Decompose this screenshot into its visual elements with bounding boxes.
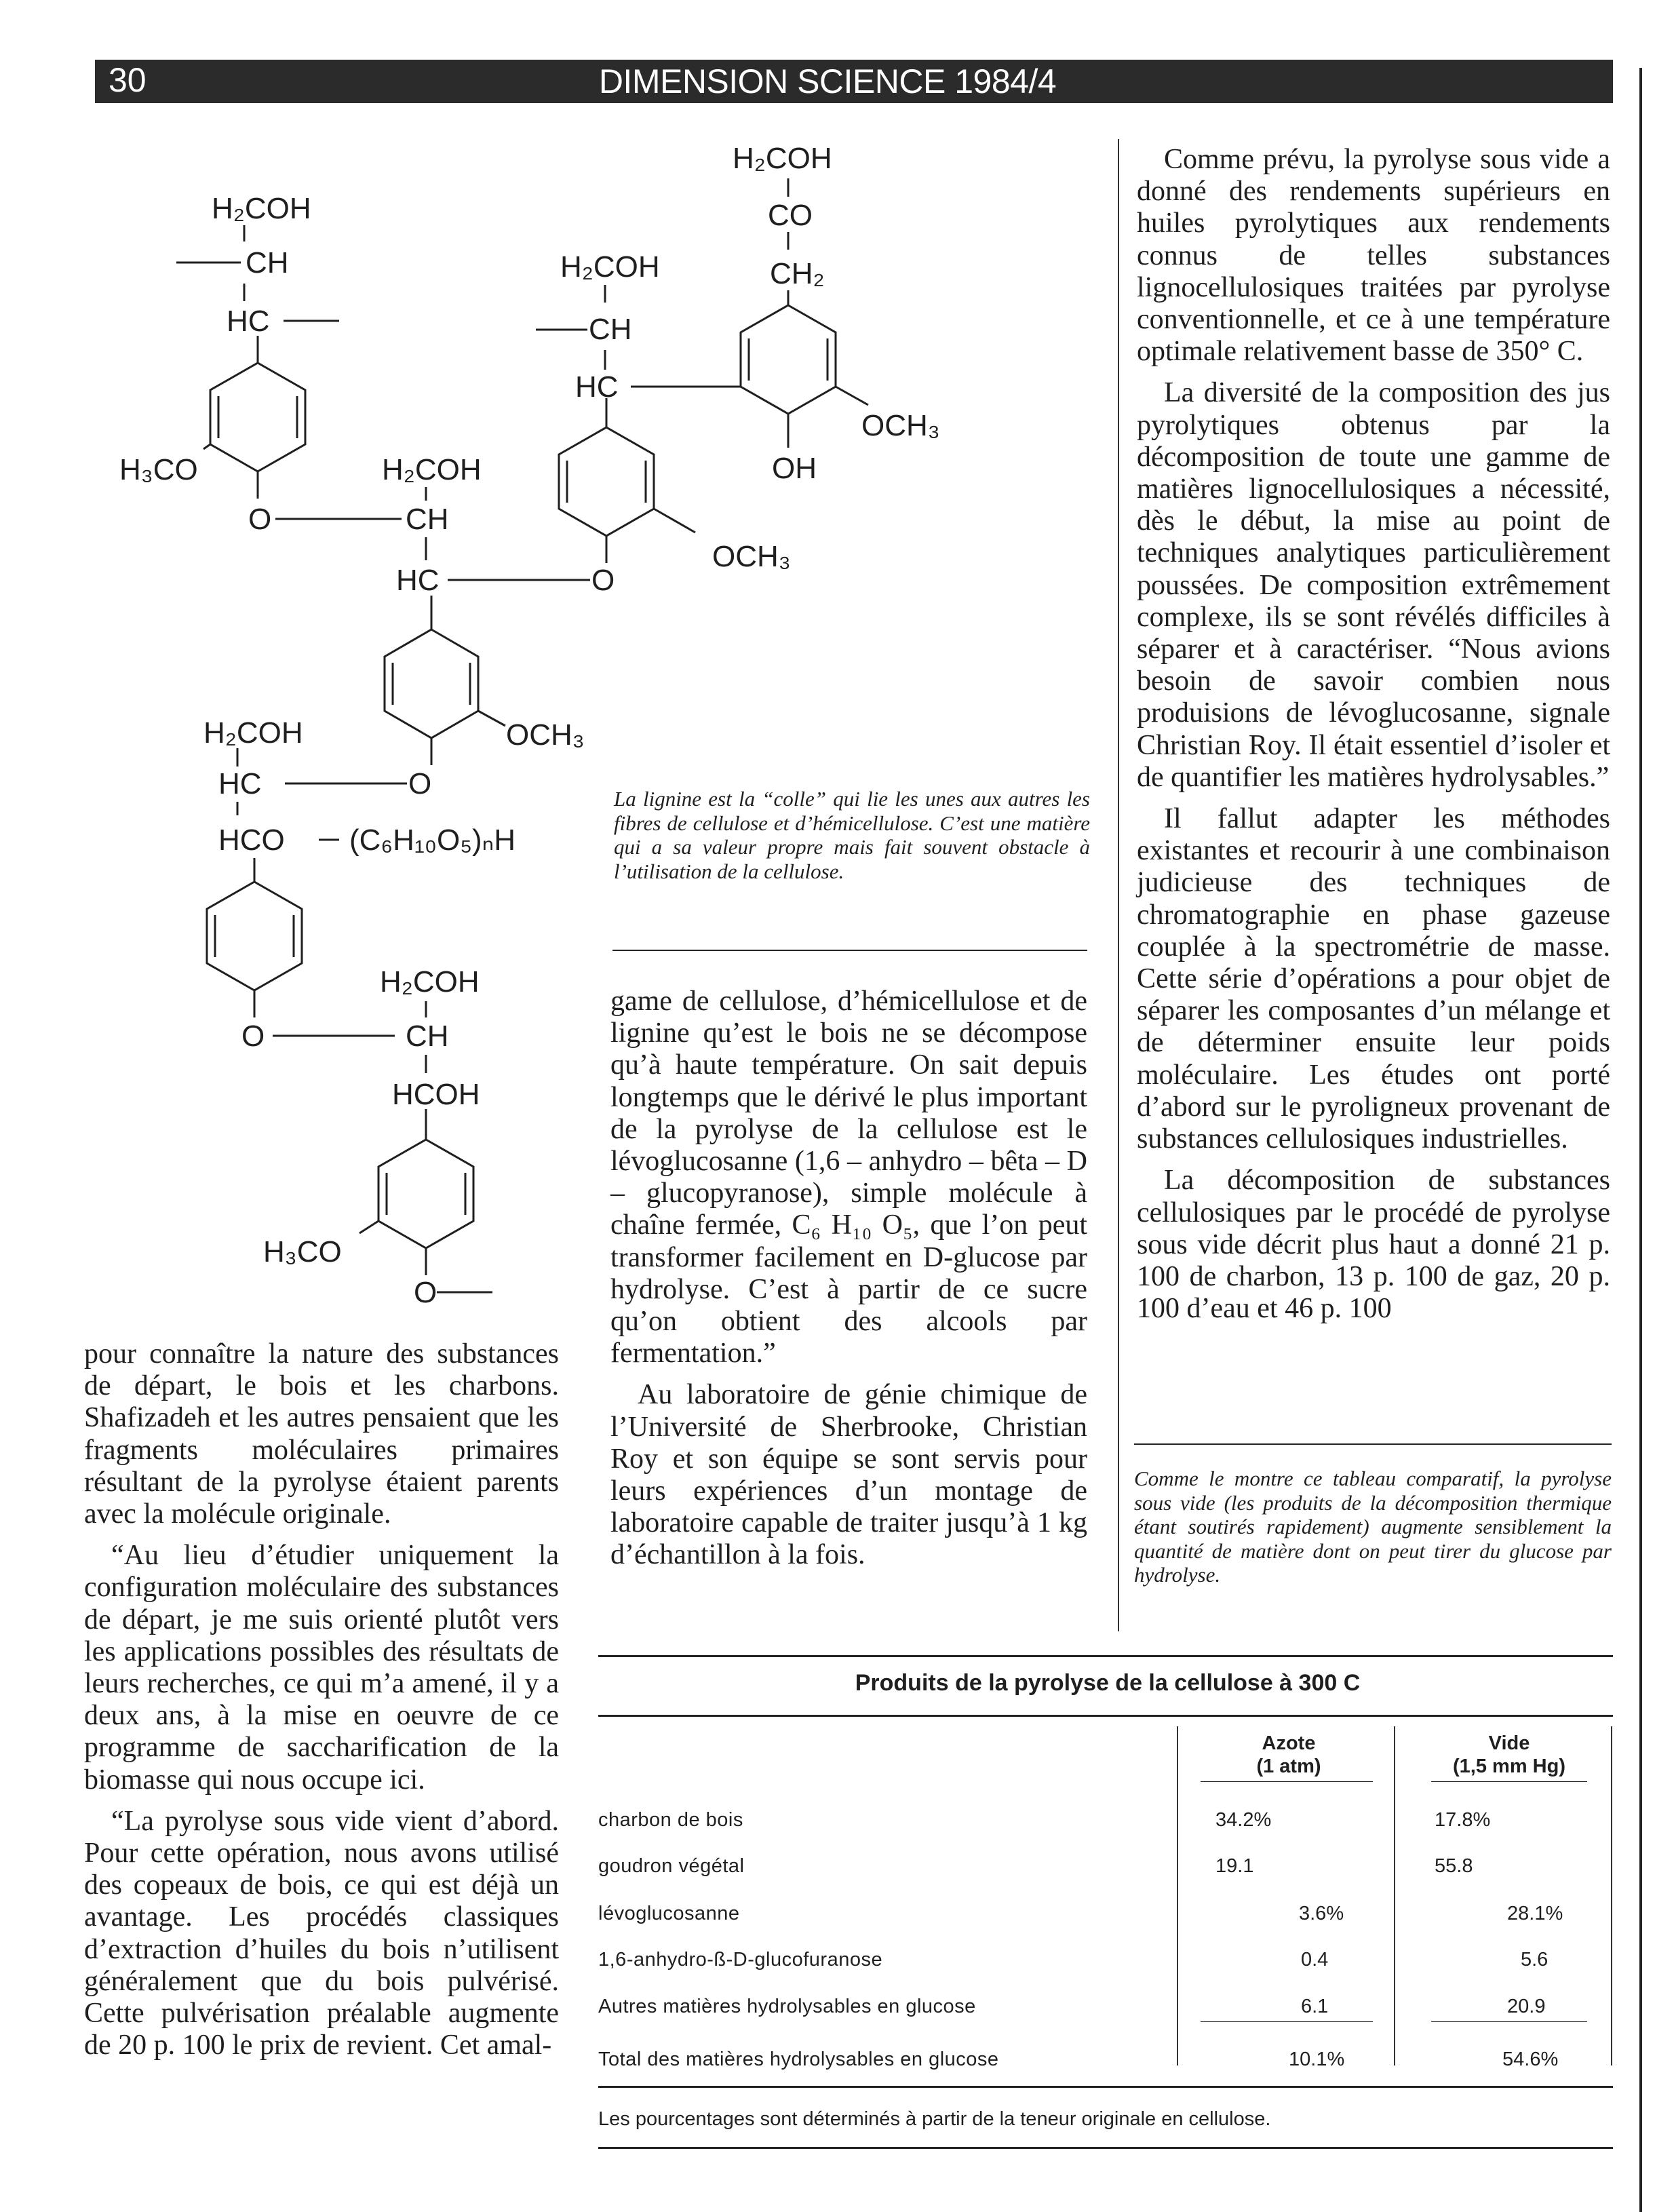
label-o: O: [408, 767, 432, 800]
label-co: CO: [768, 199, 813, 232]
paragraph: “Au lieu d’étudier uniquement la configuration moléculaire des substances de départ, je me suis orienté plutôt vers les applications possibles des résultats de leurs recherches, ce qui m’a amené, il y a deux ans, à la mise en oeuvre de ce programme de saccharification de la biomasse qui nous occupe ici.: [84, 1540, 559, 1796]
label-ch: CH: [406, 1020, 449, 1053]
label-o: O: [241, 1020, 265, 1053]
label-h2coh: H₂COH: [212, 192, 311, 225]
table-row-label: Autres matières hydrolysables en glucose: [598, 1996, 976, 2017]
label-h2coh: H₂COH: [203, 716, 303, 750]
table-cell-azote: 6.1: [1301, 1996, 1329, 2017]
table-bottom-rule: [598, 2086, 1613, 2088]
caption-divider: [612, 950, 1087, 951]
label-hco: HCO: [218, 823, 285, 857]
table-cell-azote: 0.4: [1301, 1949, 1329, 1971]
label-cellulose-chain: (C₆H₁₀O₅)ₙH: [349, 823, 515, 857]
table-cell-vide: 55.8: [1435, 1855, 1473, 1877]
table-column-divider: [1177, 1726, 1178, 2065]
body-column-2: [610, 986, 1087, 1572]
paragraph: La diversité de la composition des jus pyrolytiques obtenus par la décomposition de toute une gamme de matières lignocellulosiques a nécessité, dès le début, la mise au point de techniques analytiques particulièrement poussées. De composition extrêmement complexe, ils se sont révélés difficiles à séparer et à caractériser. “Nous avions besoin de savoir combien nous produisions de lévoglucosanne, signale Christian Roy. Il était essentiel d’isoler et de quantifier les matières hydrolysables.”: [1137, 377, 1610, 793]
table-row-label: goudron végétal: [598, 1855, 745, 1877]
caption-divider: [1134, 1443, 1612, 1445]
paragraph: game de cellulose, d’hémicellulose et de lignine qu’est le bois ne se décompose qu’à haute température. On sait depuis longtemps que le dérivé le plus important de la pyrolyse de la cellulose est le lévoglucosanne (1,6 – anhydro – bêta – D – glucopyranose), simple molécule à chaîne fermée, C₆ H₁₀ O₅, que l’on peut transformer facilement en D-glucose par hydrolyse. C’est à partir de ce sucre qu’on obtient des alcools par fermentation.”: [610, 986, 1087, 1370]
label-o: O: [414, 1276, 437, 1309]
label-hc: HC: [218, 767, 262, 800]
paragraph: Au laboratoire de génie chimique de l’Université de Sherbrooke, Christian Roy et son équipe se sont servis pour leurs expériences d’un montage de laboratoire capable de traiter jusqu’à 1 kg d’échantillon à la fois.: [610, 1379, 1087, 1571]
label-oh: OH: [772, 452, 817, 485]
body-column-1: [84, 1338, 559, 2061]
label-h3co: H₃CO: [263, 1235, 342, 1268]
column-header-azote: Azote (1 atm): [1256, 1732, 1321, 1777]
table-title-rule: [598, 1715, 1613, 1717]
column-header-vide: Vide (1,5 mm Hg): [1453, 1732, 1565, 1777]
table-column-divider: [1611, 1726, 1612, 2065]
page-bottom-rule: [598, 2147, 1613, 2149]
header-underline: [1431, 1781, 1587, 1782]
paragraph: “La pyrolyse sous vide vient d’abord. Pour cette opération, nous avons utilisé des copeaux de bois, ce qui est déjà un avantage. Les procédés classiques d’extraction d’huiles du bois n’utilisent généralement que du bois pulvérisé. Cette pulvérisation préalable augmente de 20 p. 100 le prix de revient. Cet amal-: [84, 1805, 559, 2061]
lignin-caption: La lignine est la “colle” qui lie les unes aux autres les fibres de cellulose et d’hémicellulose. C’est une matière qui a sa valeur propre mais fait souvent obstacle à l’utilisation de la cellulose.: [614, 787, 1090, 883]
label-ch: CH: [406, 503, 449, 536]
label-o: O: [248, 503, 272, 536]
label-ch: CH: [589, 313, 632, 346]
label-och3: OCH₃: [861, 409, 940, 442]
label-h2coh: H₂COH: [560, 250, 660, 284]
label-hc: HC: [575, 370, 619, 404]
table-top-rule: [598, 1655, 1613, 1657]
label-och3: OCH₃: [506, 718, 585, 752]
subtotal-rule: [1431, 2021, 1587, 2022]
paragraph: La décomposition de substances cellulosiques par le procédé de pyrolyse sous vide décrit plus haut a donné 21 p. 100 de charbon, 13 p. 100 de gaz, 20 p. 100 d’eau et 46 p. 100: [1137, 1165, 1610, 1325]
table-cell-azote: 19.1: [1215, 1855, 1254, 1877]
table-row-label: 1,6-anhydro-ß-D-glucofuranose: [598, 1949, 883, 1971]
table-row-total-label: Total des matières hydrolysables en glucose: [598, 2049, 999, 2070]
table-row-label: charbon de bois: [598, 1809, 743, 1831]
header-underline: [1201, 1781, 1373, 1782]
table-caption: Comme le montre ce tableau comparatif, la pyrolyse sous vide (les produits de la décomposition thermique étant soutirés rapidement) augmente sensiblement la quantité de matière dont on peut tirer du glucose par hydrolyse.: [1134, 1467, 1612, 1587]
table-cell-azote: 3.6%: [1299, 1903, 1344, 1924]
label-hcoh: HCOH: [392, 1078, 480, 1111]
table-cell-vide: 17.8%: [1435, 1809, 1491, 1831]
paragraph: Il fallut adapter les méthodes existantes et recourir à une combinaison judicieuse des techniques de chromatographie en phase gazeuse couplée à la spectrométrie de masse. Cette série d’opérations a pour objet de séparer les composantes d’un mélange et de déterminer ensuite leur poids moléculaire. Les études ont porté d’abord sur le pyroligneux provenant de substances cellulosiques industrielles.: [1137, 803, 1610, 1155]
table-column-divider: [1394, 1726, 1395, 2065]
label-och3: OCH₃: [712, 540, 791, 573]
page-number: 30: [109, 61, 147, 99]
table-cell-total-vide: 54.6%: [1502, 2049, 1559, 2070]
label-hc: HC: [227, 305, 270, 338]
paragraph: pour connaître la nature des substances de départ, le bois et les charbons. Shafizadeh et les autres pensaient que les fragments moléculaires primaires résultant de la pyrolyse étaient parents avec la molécule originale.: [84, 1338, 559, 1530]
page-edge-rule: [1639, 68, 1642, 2212]
label-hc: HC: [396, 564, 440, 597]
paragraph: Comme prévu, la pyrolyse sous vide a donné des rendements supérieurs en huiles pyrolytiques aux rendements connus de telles substances lignocellulosiques traitées par pyrolyse conventionnelle, et ce à une température optimale relativement basse de 350° C.: [1137, 144, 1610, 368]
label-h2coh: H₂COH: [382, 453, 482, 486]
label-ch: CH: [246, 246, 289, 279]
table-row-label: lévoglucosanne: [598, 1903, 740, 1924]
body-column-3: [1137, 144, 1610, 1325]
table-note: Les pourcentages sont déterminés à partir de la teneur originale en cellulose.: [598, 2108, 1271, 2130]
label-h3co: H₃CO: [119, 453, 198, 486]
label-o: O: [591, 564, 615, 597]
label-h2coh: H₂COH: [380, 965, 480, 998]
table-cell-vide: 5.6: [1521, 1949, 1549, 1971]
table-cell-vide: 28.1%: [1507, 1903, 1563, 1924]
label-ch2: CH₂: [770, 257, 825, 290]
table-title: Produits de la pyrolyse de la cellulose à 300 C: [855, 1670, 1361, 1696]
table-cell-total-azote: 10.1%: [1289, 2049, 1345, 2070]
table-cell-azote: 34.2%: [1215, 1809, 1272, 1831]
table-cell-vide: 20.9: [1507, 1996, 1546, 2017]
column-divider: [1118, 139, 1119, 1631]
subtotal-rule: [1201, 2021, 1373, 2022]
label-h2coh: H₂COH: [733, 142, 832, 175]
publication-title: DIMENSION SCIENCE 1984/4: [598, 62, 1057, 100]
